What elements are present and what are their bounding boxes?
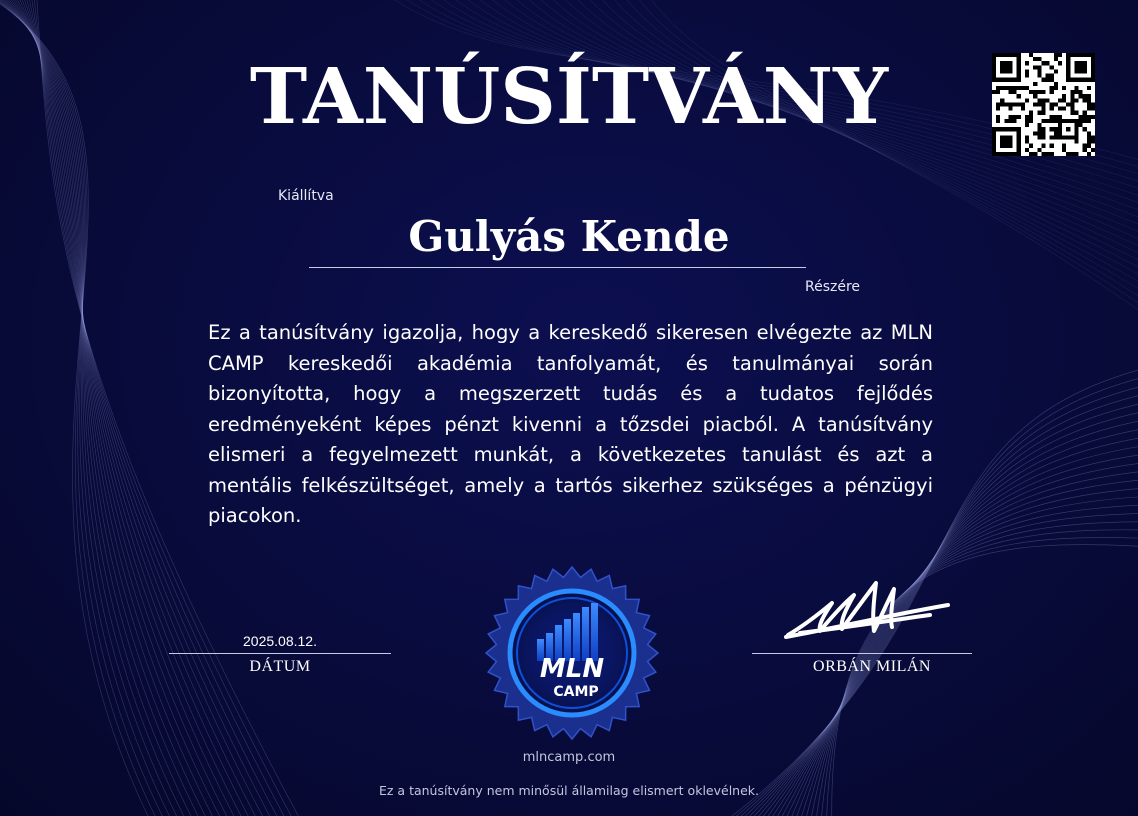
signatory-name: ORBÁN MILÁN (813, 658, 931, 675)
qr-code (992, 53, 1095, 156)
date-label: DÁTUM (249, 658, 311, 675)
recipient-name: Gulyás Kende (408, 212, 730, 261)
name-underline (309, 267, 806, 268)
seal-logo-text-camp: CAMP (553, 684, 599, 700)
mln-camp-seal (482, 563, 662, 743)
website-link[interactable]: mlncamp.com (522, 750, 616, 765)
signature (780, 575, 955, 645)
certificate-body-text: Ez a tanúsítvány igazolja, hogy a kereskedő sikeresen elvégezte az MLN CAMP kereskedői akadémia tanfolyamát, és tanulmányai során bizonyította, hogy a megszerzett tudás és a tudatos fejlődés eredményeként képes pénzt kivenni a tőzsdei piacból. A tanúsítvány elismeri a fegyelmezett munkát, a következetes tanulást és azt a mentális felkészültséget, amely a tartós sikerhez szükséges a pénzügyi piacokon. (208, 321, 933, 527)
disclaimer-text: Ez a tanúsítvány nem minősül államilag elismert oklevélnek. (379, 783, 759, 798)
for-label: Részére (805, 279, 861, 295)
issue-date: 2025.08.12. (243, 633, 317, 649)
signature-underline (752, 653, 972, 654)
date-underline (169, 653, 391, 654)
issued-label: Kiállítva (278, 188, 334, 204)
seal-logo-text-mln: MLN (539, 654, 605, 684)
certificate-title: TANÚSÍTVÁNY (249, 52, 889, 142)
